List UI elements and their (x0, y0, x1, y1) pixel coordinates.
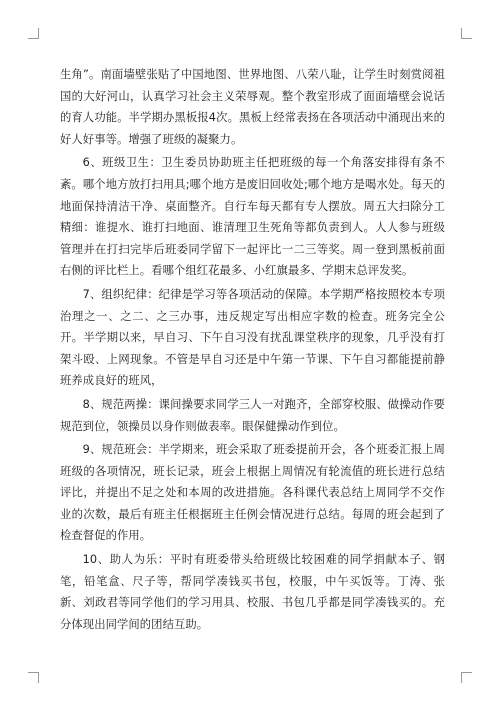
paragraph-class-meeting: 9、规范班会：半学期来，班会采取了班委提前开会，各个班委汇报上周班级的各项情况，班长记录，班会上根据上周情况有轮流值的班长进行总结评比，并提出不足之处和本周的改进措施。各科课代表总结上周同学不交作业的次数，最后有班主任根据班主任例会情况进行总结。每周的班会起到了检查督促的作用。 (60, 443, 445, 543)
crop-mark-top-right (461, 28, 472, 39)
paragraph-discipline: 7、组织纪律：纪律是学习等各项活动的保障。本学期严格按照校本专项治理之一、之二、之三办事，违反规定写出相应字数的检查。班务完全公开。半学期以来，早自习、下午自习没有扰乱课堂秩序的现象，几乎没有打架斗殴、上网现象。不管是早自习还是中午第一节课、下午自习都能提前静班养成良好的班风， (60, 287, 445, 388)
crop-mark-bottom-right (461, 672, 472, 683)
paragraph-helping-others: 10、助人为乐：平时有班委带头给班级比较困难的同学捐献本子、钢笔，铅笔盒、尺子等，帮同学凑钱买书包，校服，中午买饭等。丁涛、张新、刘政君等同学他们的学习用具、校服、书包几乎都是同学凑钱买的。充分体现出同学间的团结互助。 (60, 553, 445, 631)
paragraph-class-hygiene: 6、班级卫生：卫生委员协助班主任把班级的每一个角落安排得有条不紊。哪个地方放打扫用具;哪个地方是废旧回收处;哪个地方是喝水处。每天的地面保持清洁干净、桌面整齐。自行车每天都有专人摆放。周五大扫除分工精细：谁提水、谁打扫地面、谁清理卫生死角等都负责到人。人人参与班级管理并在打扫完毕后班委同学留下一起评比一二三等奖。周一登到黑板前面右侧的评比栏上。看哪个组红花最多、小红旗最多、学期末总评发奖。 (60, 156, 445, 278)
crop-mark-top-left (28, 28, 39, 39)
paragraph-continuation: 生角”。南面墙壁张贴了中国地图、世界地图、八荣八耻，让学生时刻赏阅祖国的大好河山，认真学习社会主义荣辱观。整个教室形成了面面墙壁会说话的育人功能。半学期办黑板报4次。黑板上经常表扬在各项活动中涌现出来的好人好事等。增强了班级的凝聚力。 (60, 68, 445, 146)
document-body (60, 64, 445, 637)
paragraph-exercises: 8、规范两操：课间操要求同学三人一对跑齐，全部穿校服、做操动作要规范到位，领操员以身作则做表率。眼保健操动作到位。 (60, 397, 445, 433)
crop-mark-bottom-left (28, 672, 39, 683)
